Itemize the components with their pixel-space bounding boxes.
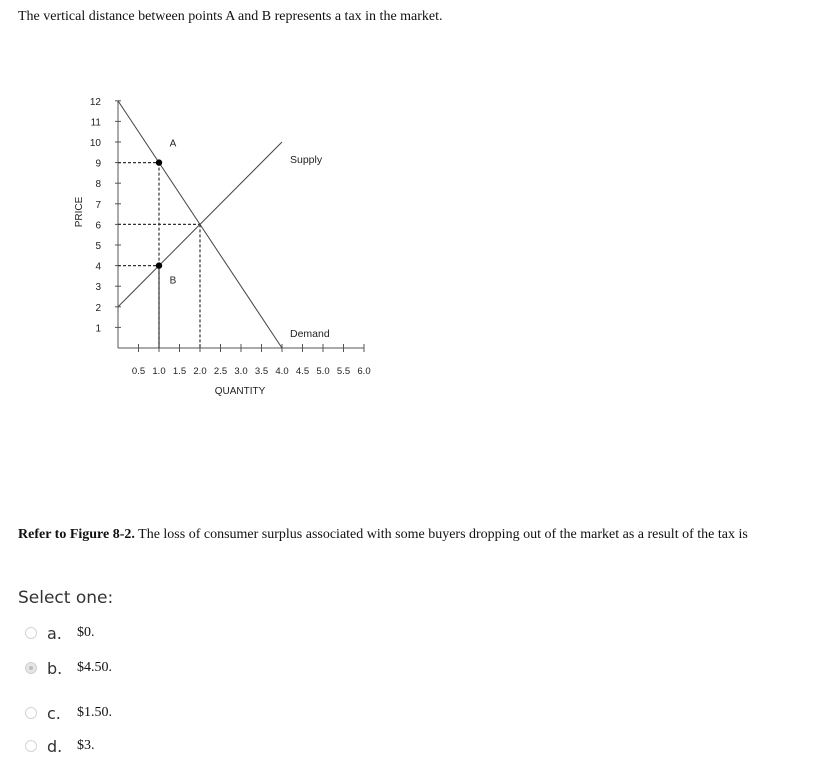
point-a-label: A bbox=[169, 138, 177, 150]
select-one-label: Select one: bbox=[18, 588, 114, 608]
x-tick-label: 1.0 bbox=[152, 366, 166, 377]
y-tick-label: 7 bbox=[95, 199, 101, 211]
option-b[interactable] bbox=[25, 657, 112, 679]
option-d[interactable] bbox=[25, 735, 95, 757]
x-tick-label: 5.0 bbox=[316, 366, 330, 377]
y-tick-label: 5 bbox=[95, 241, 101, 252]
y-tick-label: 11 bbox=[90, 117, 101, 129]
x-tick-label: 3.0 bbox=[234, 366, 248, 377]
option-d-text: $3. bbox=[77, 738, 95, 753]
option-d-letter: d. bbox=[47, 736, 63, 756]
option-a-letter: a. bbox=[47, 623, 62, 643]
option-b-letter: b. bbox=[47, 658, 63, 678]
option-c-text: $1.50. bbox=[77, 705, 112, 720]
x-tick-label: 1.5 bbox=[172, 366, 187, 377]
radio-option-d[interactable] bbox=[25, 740, 37, 752]
y-tick-label: 3 bbox=[95, 282, 101, 294]
y-axis-label: PRICE bbox=[74, 196, 85, 228]
option-a-text: $0. bbox=[77, 625, 95, 640]
radio-option-a[interactable] bbox=[25, 627, 37, 639]
radio-option-c[interactable] bbox=[25, 707, 37, 719]
x-tick-label: 0.5 bbox=[131, 366, 146, 377]
y-tick-label: 2 bbox=[95, 302, 101, 314]
point-b bbox=[156, 262, 162, 268]
x-tick-label: 2.5 bbox=[213, 366, 228, 377]
point-a bbox=[156, 159, 162, 165]
x-tick-label: 5.5 bbox=[336, 366, 351, 377]
point-b-label: B bbox=[169, 275, 177, 287]
x-tick-label: 2.0 bbox=[193, 366, 207, 377]
demand-label: Demand bbox=[290, 328, 330, 340]
y-tick-label: 1 bbox=[95, 323, 101, 335]
question-text bbox=[18, 527, 748, 543]
x-tick-label: 4.5 bbox=[295, 366, 310, 377]
radio-option-b[interactable] bbox=[25, 662, 37, 674]
question-body: The loss of consumer surplus associated with some buyers dropping out of the market as a result of the tax is bbox=[134, 527, 748, 542]
option-a[interactable] bbox=[25, 622, 95, 644]
y-tick-label: 4 bbox=[95, 261, 101, 273]
question-ref: Refer to Figure 8-2. bbox=[18, 527, 135, 542]
x-tick-label: 6.0 bbox=[357, 366, 371, 377]
y-tick-label: 10 bbox=[89, 138, 101, 149]
y-tick-label: 12 bbox=[89, 96, 101, 108]
option-c[interactable] bbox=[25, 702, 112, 724]
x-axis-label: QUANTITY bbox=[214, 386, 266, 397]
x-tick-label: 4.0 bbox=[275, 366, 289, 377]
y-tick-label: 9 bbox=[95, 158, 101, 170]
x-tick-label: 3.5 bbox=[254, 366, 269, 377]
intro-text: The vertical distance between points A and B represents a tax in the market. bbox=[18, 9, 443, 24]
y-tick-label: 8 bbox=[95, 179, 101, 191]
y-tick-label: 6 bbox=[95, 220, 101, 232]
option-c-letter: c. bbox=[47, 703, 61, 723]
option-b-text: $4.50. bbox=[77, 660, 112, 675]
supply-label: Supply bbox=[290, 154, 323, 166]
